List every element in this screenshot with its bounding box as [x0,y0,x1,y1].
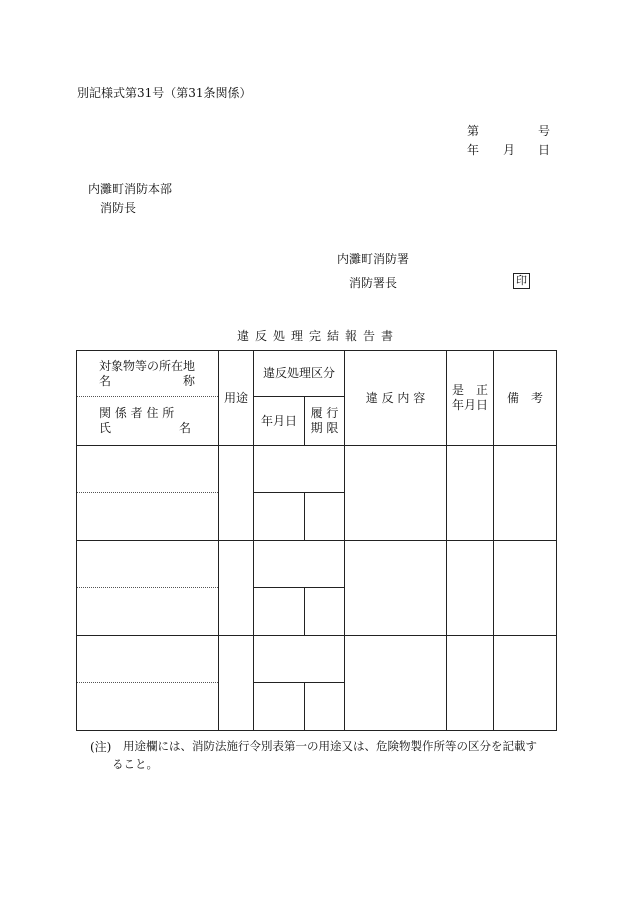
addressee-department: 内灘町消防本部 [88,182,173,196]
correction-date-label: 年月日 [452,398,489,412]
entry-correction-cell [447,446,494,541]
division-date-header: 年月日 [254,397,305,446]
document-title: 違反処理完結報告書 [237,329,400,343]
entry-correction-cell [447,541,494,636]
entry-content-cell [345,446,447,541]
entry-division-top-cell [254,446,345,493]
table-row [77,541,557,588]
entry-use-cell [219,446,254,541]
entry-deadline-cell [305,588,345,636]
entry-date-cell [254,683,305,731]
related-address-label: 関 係 者 住 所 [99,406,175,420]
note-label: (注) [90,740,112,754]
seal-mark [513,273,530,289]
deadline-label-2: 期 限 [310,421,339,435]
related-name-char-b: 名 [179,421,192,435]
entry-deadline-cell [305,493,345,541]
note-line-1: 用途欄には、消防法施行令別表第一の用途又は、危険物製作所等の区分を記載す [123,739,537,753]
entry-content-cell [345,541,447,636]
entry-correction-cell [447,636,494,731]
remarks-header: 備 考 [494,351,557,446]
entry-remarks-cell [494,541,557,636]
division-header: 違反処理区分 [254,351,345,397]
entry-remarks-cell [494,636,557,731]
entry-content-cell [345,636,447,731]
deadline-label-1: 履 行 [310,406,339,420]
name-char-b: 称 [183,373,196,388]
entry-use-cell [219,636,254,731]
entry-deadline-cell [305,683,345,731]
correction-label: 是 正 [452,383,489,397]
entry-date-cell [254,493,305,541]
date-year: 年 [467,143,480,157]
seal-text: 印 [513,273,530,289]
note-line-2: ること。 [112,757,158,771]
subject-header [77,351,219,397]
subject-location-label: 対象物等の所在地 [99,358,196,373]
report-table [76,350,557,731]
table-row [77,446,557,493]
content-header: 違 反 内 容 [345,351,447,446]
table-row [77,636,557,683]
number-label: 第 [467,124,480,138]
related-name-label [99,421,218,436]
sender-title: 消防署長 [349,276,398,290]
entry-related-cell [77,588,219,636]
entry-location-cell [77,636,219,683]
entry-location-cell [77,446,219,493]
deadline-header [305,397,345,446]
entry-division-top-cell [254,541,345,588]
sender-station: 内灘町消防署 [337,252,410,266]
addressee-title: 消防長 [100,201,137,215]
entry-remarks-cell [494,446,557,541]
number-suffix: 号 [538,124,551,138]
name-char-a: 名 [99,373,112,388]
correction-date-header [447,351,494,446]
entry-related-cell [77,683,219,731]
entry-related-cell [77,493,219,541]
related-header [77,397,219,446]
entry-division-top-cell [254,636,345,683]
form-reference: 別記様式第31号（第31条関係） [77,86,252,100]
subject-name-label [99,374,218,389]
entry-date-cell [254,588,305,636]
entry-location-cell [77,541,219,588]
use-header: 用途 [219,351,254,446]
entry-use-cell [219,541,254,636]
date-day: 日 [538,143,551,157]
date-month: 月 [503,143,516,157]
related-name-char-a: 氏 [99,421,112,435]
